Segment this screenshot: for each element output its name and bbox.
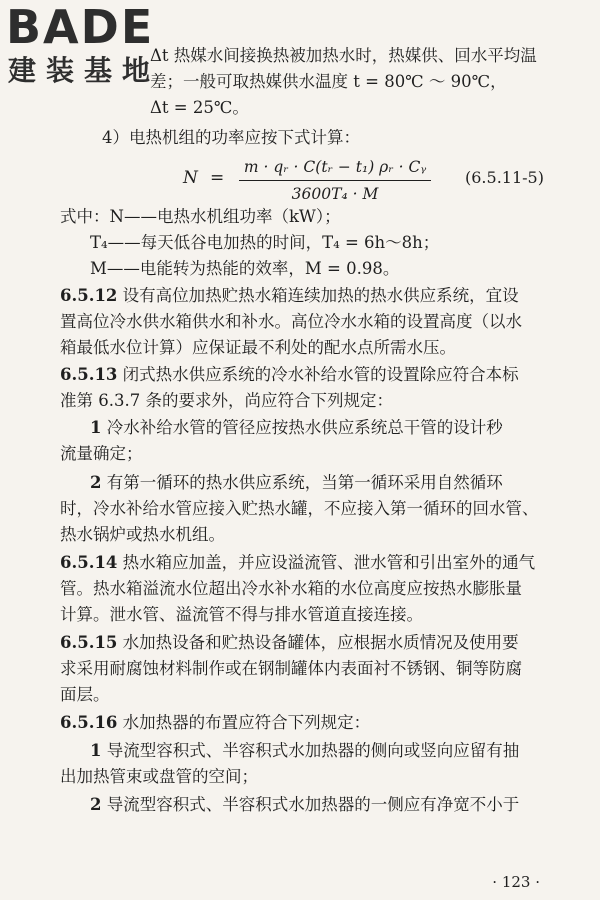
text-line: 差；一般可取热媒供水温度 t = 80℃ ～ 90℃，: [150, 72, 507, 91]
item-number: 1: [90, 741, 102, 760]
item-text: 有第一循环的热水供应系统，当第一循环采用自然循环: [106, 473, 503, 492]
clause-text: 设有高位加热贮热水箱连续加热的热水供应系统，宜设: [122, 286, 519, 305]
text-line: 管。热水箱溢流水位超出冷水补水箱的水位高度应按热水膨胀量: [60, 579, 522, 598]
text-line: 置高位冷水供水箱供水和补水。高位冷水水箱的设置高度（以水: [60, 312, 522, 331]
text-line: 式中：N——电热水机组功率（kW）；: [60, 207, 341, 226]
formula-numerator: m · qᵣ · C(tᵣ − t₁) ρᵣ · Cᵧ: [243, 158, 427, 176]
clause-number: 6.5.14: [60, 553, 118, 572]
page-number: · 123 ·: [492, 873, 540, 891]
logo-wordmark: BADE: [6, 0, 155, 54]
clause-text: 水加热器的布置应符合下列规定：: [122, 713, 371, 732]
clause-text: 水加热设备和贮热设备罐体，应根据水质情况及使用要: [122, 633, 519, 652]
text-line: 求采用耐腐蚀材料制作或在钢制罐体内表面衬不锈钢、铜等防腐: [60, 659, 522, 678]
text-line: 计算。泄水管、溢流管不得与排水管道直接连接。: [60, 605, 423, 624]
item-number: 2: [90, 795, 102, 814]
item-heading: 4）电热机组的功率应按下式计算：: [102, 128, 360, 147]
formula-lhs: N: [183, 168, 198, 188]
text-line: 面层。: [60, 685, 110, 704]
formula-fraction: [235, 156, 435, 205]
clause-number: 6.5.15: [60, 633, 118, 652]
item-number: 1: [90, 418, 102, 437]
item-text: 冷水补给水管的管径应按热水供应系统总干管的设计秒: [106, 418, 503, 437]
clause-number: 6.5.16: [60, 713, 118, 732]
text-line: 时，冷水补给水管应接入贮热水罐，不应接入第一循环的回水管、: [60, 499, 539, 518]
item-number: 2: [90, 473, 102, 492]
clause-number: 6.5.12: [60, 286, 118, 305]
formula-equals: =: [210, 168, 225, 188]
formula: [60, 156, 555, 206]
text-line: Δt 热媒水间接换热被加热水时，热媒供、回水平均温: [150, 46, 537, 65]
item-text: 导流型容积式、半容积式水加热器的一侧应有净宽不小于: [106, 795, 520, 814]
clause-text: 闭式热水供应系统的冷水补给水管的设置除应符合本标: [122, 365, 519, 384]
fraction-bar: [239, 180, 431, 181]
formula-denominator: 3600T₄ · M: [291, 185, 379, 203]
clause-text: 热水箱应加盖，并应设溢流管、泄水管和引出室外的通气: [122, 553, 536, 572]
text-line: 箱最低水位计算）应保证最不利处的配水点所需水压。: [60, 338, 456, 357]
formula-number: (6.5.11-5): [465, 168, 544, 187]
item-text: 导流型容积式、半容积式水加热器的侧向或竖向应留有抽: [106, 741, 520, 760]
text-line: 出加热管束或盘管的空间；: [60, 767, 258, 786]
text-line: 流量确定；: [60, 444, 143, 463]
clause-number: 6.5.13: [60, 365, 118, 384]
text-line: M——电能转为热能的效率，M = 0.98。: [90, 259, 400, 278]
text-line: T₄——每天低谷电加热的时间，T₄ = 6h～8h；: [90, 233, 440, 252]
text-line: Δt = 25℃。: [150, 98, 249, 117]
text-line: 热水锅炉或热水机组。: [60, 525, 225, 544]
text-line: 准第 6.3.7 条的要求外，尚应符合下列规定：: [60, 391, 393, 410]
logo-subtitle: 建装基地: [8, 54, 161, 87]
